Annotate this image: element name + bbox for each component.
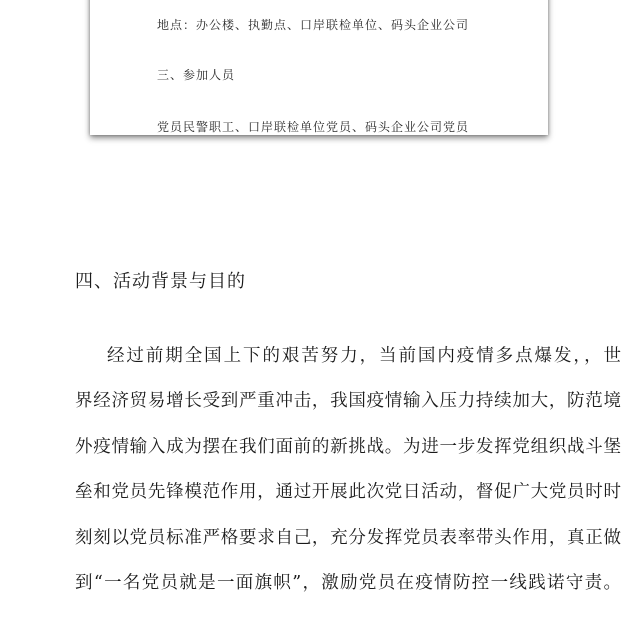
document-preview-card [90, 0, 548, 135]
card-section-heading: 三、参加人员 [157, 68, 236, 82]
paragraph-line: 经过前期全国上下的艰苦努力，当前国内疫情多点爆发，，世 [107, 346, 621, 366]
card-participants-line: 党员民警职工、口岸联检单位党员、码头企业公司党员 [157, 120, 470, 134]
paragraph-line: 到“一名党员就是一面旗帜”，激励党员在疫情防控一线践诺守责。 [75, 572, 621, 593]
section-heading: 四、活动背景与目的 [75, 271, 246, 292]
paragraph-line: 外疫情输入成为摆在我们面前的新挑战。为进一步发挥党组织战斗堡 [75, 436, 621, 457]
paragraph-line: 垒和党员先锋模范作用，通过开展此次党日活动，督促广大党员时时 [75, 482, 621, 503]
background-paragraph [75, 334, 621, 606]
paragraph-line: 界经济贸易增长受到严重冲击，我国疫情输入压力持续加大，防范境 [75, 391, 621, 412]
card-location-line: 地点：办公楼、执勤点、口岸联检单位、码头企业公司 [157, 18, 470, 32]
paragraph-line: 刻刻以党员标准严格要求自己，充分发挥党员表率带头作用，真正做 [75, 527, 621, 548]
